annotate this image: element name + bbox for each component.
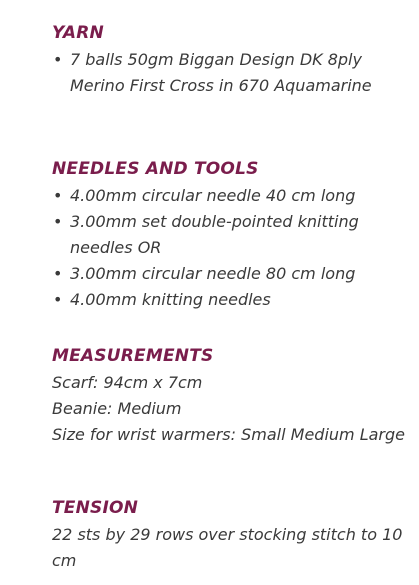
- yarn-heading: YARN: [52, 23, 104, 43]
- tension-section: [52, 497, 407, 574]
- measurements-section: [52, 345, 407, 497]
- needles-list: [52, 183, 407, 313]
- tension-heading: TENSION: [52, 498, 139, 518]
- needles-item: • 3.00mm set double-pointed knitting needles OR: [52, 209, 407, 261]
- yarn-section: [52, 22, 407, 158]
- measurement-wrist-warmers: Size for wrist warmers: Small Medium Large: [52, 425, 405, 444]
- needles-heading: NEEDLES AND TOOLS: [52, 159, 259, 179]
- needles-item: • 4.00mm circular needle 40 cm long: [52, 183, 407, 209]
- needles-item: • 3.00mm circular needle 80 cm long: [52, 261, 407, 287]
- needles-item: • 4.00mm knitting needles: [52, 287, 407, 313]
- measurements-heading: MEASUREMENTS: [52, 346, 214, 366]
- yarn-item: • 7 balls 50gm Biggan Design DK 8ply Merino First Cross in 670 Aquamarine: [52, 47, 407, 99]
- needles-section: [52, 158, 407, 345]
- measurement-scarf: Scarf: 94cm x 7cm: [52, 373, 203, 392]
- measurement-beanie: Beanie: Medium: [52, 399, 182, 418]
- tension-text: 22 sts by 29 rows over stocking stitch to 10 cm: [52, 525, 403, 570]
- yarn-list: [52, 47, 407, 99]
